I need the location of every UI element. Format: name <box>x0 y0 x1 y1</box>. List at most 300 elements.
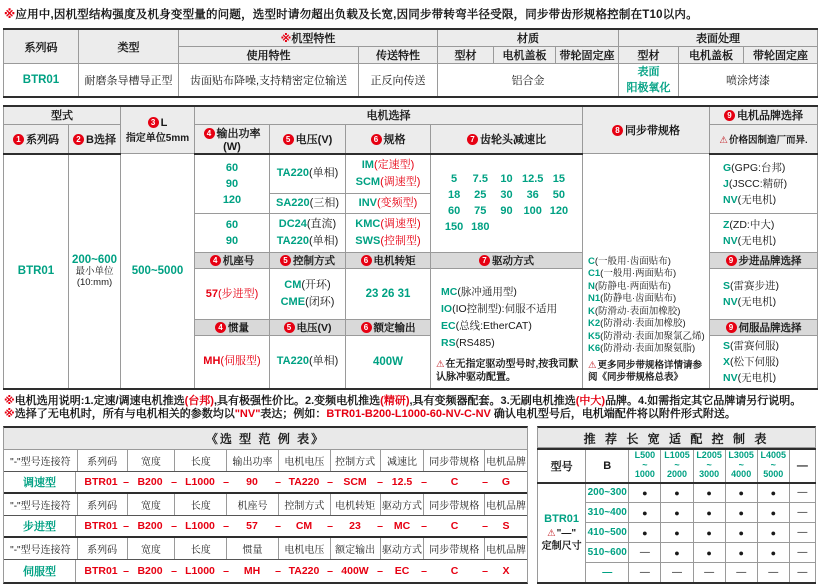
option-desc: (无电机) <box>737 193 777 206</box>
option-code: TA220 <box>276 355 309 368</box>
example-header-cell: "-"型号连接符 <box>4 450 78 471</box>
option-code: CM <box>284 279 302 291</box>
use-feature-value: 齿面贴布降噪,支持精密定位输送 <box>179 64 359 98</box>
material-group-header: 材质 <box>438 29 619 47</box>
pulley-seat-header: 带轮固定座 <box>556 47 619 64</box>
ratio-value: 90 <box>500 205 513 218</box>
option-desc: (防静电·齿面贴布) <box>600 293 677 304</box>
option-code: DC24 <box>278 218 307 230</box>
fit-row <box>538 483 816 503</box>
option-desc: (雷赛步进) <box>730 280 780 292</box>
example-type-label: 调速型 <box>4 472 76 492</box>
example-value: G <box>501 475 511 488</box>
fit-length-header <box>725 449 757 483</box>
option-code: IO <box>441 302 453 315</box>
fit-availability-cell: ● <box>661 543 693 563</box>
series-code-value: BTR01 <box>4 64 79 98</box>
belt-item <box>588 331 709 344</box>
fit-availability-cell: — <box>789 563 815 583</box>
fit-availability-cell: — <box>757 563 789 583</box>
type-value: 耐磨条导槽导正型 <box>79 64 179 98</box>
fit-availability-cell: — <box>629 563 661 583</box>
example-header-cell: 驱动方式 <box>381 538 425 559</box>
example-table-body <box>4 450 527 582</box>
ratio-value: 150 <box>444 221 464 234</box>
text-segment: ※ <box>4 9 16 21</box>
use-feature-header: 使用特性 <box>179 47 359 64</box>
fit-availability-cell: ● <box>757 543 789 563</box>
belt-spec-header: 8 同步带规格 <box>583 106 710 154</box>
warning-icon: ⚠ <box>588 359 597 371</box>
motor-group-header: 电机选择 <box>195 106 583 124</box>
length-range-part: 3000 <box>699 469 720 480</box>
option-desc: (GPG:台邦) <box>731 161 786 174</box>
option-desc: (防滑动·表面加聚氯乙烯) <box>600 330 705 342</box>
option-code: C1 <box>588 268 601 279</box>
fit-availability-cell: ● <box>661 503 693 523</box>
belt-note: ⚠更多同步带规格详情请参阅《同步带规格总表》 <box>588 359 703 383</box>
fit-length-header <box>757 449 789 483</box>
num-3-icon: 3 <box>148 117 159 128</box>
feature-group-header <box>179 29 438 47</box>
text-segment: BTR01-B200-L1000-60-NV-C-NV <box>326 408 491 420</box>
example-model-string: BTR01 – B200 – L1000 – 57 – CM – 23 – MC – C – S <box>76 516 527 536</box>
fit-model-header: 型号 <box>538 449 586 483</box>
rated-output-header: 6 额定输出 <box>346 320 431 336</box>
example-value: EC <box>394 564 410 577</box>
catalog-page <box>3 0 817 586</box>
option-code: IM <box>361 158 374 171</box>
belt-item <box>588 318 709 331</box>
fit-availability-cell: — <box>789 523 815 543</box>
example-header-cell: 同步带规格 <box>424 538 485 559</box>
fit-b-range: 310~400 <box>586 503 629 523</box>
option-item <box>195 353 269 370</box>
example-header-cell: 宽度 <box>128 538 176 559</box>
example-value: CM <box>295 519 313 532</box>
ratio-row <box>441 187 572 203</box>
option-code: K <box>588 305 595 317</box>
surface-paint-value: 喷涂烤漆 <box>679 64 818 98</box>
belt-item-list <box>583 256 709 358</box>
option-code: K2 <box>588 318 601 329</box>
profile-header: 型材 <box>438 47 494 64</box>
brand-option <box>723 217 817 233</box>
option-code: MH <box>203 355 221 368</box>
num-4-icon: 4 <box>210 255 221 266</box>
example-header-cell: 长度 <box>175 450 227 471</box>
control-mode-header: 5 控制方式 <box>270 253 346 269</box>
example-header-cell: 机座号 <box>227 494 279 515</box>
line-value: 60 <box>225 161 239 174</box>
length-range-part: L2005 <box>696 450 722 461</box>
example-value: SCM <box>343 475 367 488</box>
servo-inertia-value <box>195 336 270 389</box>
text-segment: 机型特性 <box>291 33 336 45</box>
ratio-value: 5 <box>451 173 458 186</box>
option-desc: (无电机) <box>737 371 777 384</box>
fit-availability-cell: ● <box>661 523 693 543</box>
length-range-part: L1005 <box>664 450 690 461</box>
fit-availability-cell: — <box>693 563 725 583</box>
servo-volt-header: 5 电压(V) <box>270 320 346 336</box>
option-code: N1 <box>588 293 601 304</box>
num-8-icon: 8 <box>612 125 623 136</box>
length-range-part: 2000 <box>666 469 687 480</box>
ratio-col-header: 7 齿轮头减速比 <box>431 124 583 154</box>
ratio-value: 30 <box>500 189 513 202</box>
option-code: N <box>588 280 595 292</box>
fit-availability-cell: ● <box>725 503 757 523</box>
fit-table-title: 推 荐 长 宽 适 配 控 制 表 <box>537 426 816 448</box>
option-desc: (防滑动·表面加橡胶) <box>600 318 686 329</box>
length-range-part: L500 <box>634 450 656 461</box>
type-header: 类型 <box>79 29 179 64</box>
option-desc: (ZD:中大) <box>729 219 775 231</box>
option-code: EC <box>441 319 456 332</box>
fit-availability-cell: ● <box>629 523 661 543</box>
spec-summary-table <box>3 28 818 98</box>
option-desc: (无电机) <box>737 235 777 247</box>
fit-availability-cell: ● <box>693 503 725 523</box>
option-item <box>270 195 345 212</box>
ac-spec-2 <box>346 194 431 214</box>
option-desc: (变频型) <box>377 197 418 209</box>
text-segment: ,具有极强性价比。2.变频电机推选 <box>213 394 381 407</box>
option-code: SA220 <box>276 197 310 209</box>
option-desc: (防滑动·表面加橡胶) <box>594 305 681 317</box>
belt-item <box>588 256 709 269</box>
ratio-value: 12.5 <box>521 173 544 186</box>
option-item <box>270 353 345 370</box>
option-code: TA220 <box>276 167 309 180</box>
power-col-header: 4 输出功率(W) <box>195 124 270 154</box>
num-6-icon: 6 <box>361 255 372 266</box>
option-desc: (单相) <box>308 235 339 247</box>
example-value: C <box>450 519 459 532</box>
drive-item-list <box>431 284 582 356</box>
option-item <box>270 294 345 311</box>
drive-option <box>441 284 582 301</box>
material-value: 铝合金 <box>438 64 619 98</box>
ac-spec-1 <box>346 154 431 194</box>
option-code: MC <box>441 285 458 298</box>
text-segment: 表达；例如： <box>260 408 327 420</box>
ratio-row <box>441 203 572 219</box>
drive-mode-cell <box>431 269 583 389</box>
text-segment: ※ <box>4 408 15 420</box>
num-4-icon: 4 <box>204 128 215 139</box>
text-segment: 品牌。4.如需指定其它品牌请另行说明。 <box>605 394 802 407</box>
option-item <box>346 195 430 212</box>
ratio-value: 100 <box>523 205 542 218</box>
example-value: 400W <box>341 564 369 577</box>
option-desc: (调速型) <box>380 175 421 188</box>
line-value: 90 <box>225 235 239 247</box>
belt-item <box>588 281 709 294</box>
example-header-cell: 宽度 <box>128 494 176 515</box>
example-value: L1000 <box>185 475 215 488</box>
fit-b-range: 200~300 <box>586 483 629 503</box>
fit-custom-label: 定制尺寸 <box>541 541 582 552</box>
brand-option <box>723 160 817 176</box>
fit-model-cell <box>538 483 586 583</box>
ratio-value: 7.5 <box>472 173 488 186</box>
b-range-value: 200~600 最小单位 (10:mm) <box>69 154 121 389</box>
option-desc: (RS485) <box>455 336 495 349</box>
example-header-cell: 控制方式 <box>279 494 331 515</box>
option-desc: (防滑动·表面加聚氨脂) <box>600 343 696 354</box>
fit-availability-cell: ● <box>693 483 725 503</box>
transfer-feature-value: 正反向传送 <box>359 64 438 98</box>
option-code: S <box>723 280 731 292</box>
series-code-header: 系列码 <box>4 29 79 64</box>
fit-availability-cell: ● <box>693 523 725 543</box>
option-code: NV <box>723 371 738 384</box>
fit-availability-cell: ● <box>757 523 789 543</box>
ratio-value: 75 <box>474 205 487 218</box>
belt-item <box>588 343 709 356</box>
motor-note-1 <box>4 395 816 409</box>
top-usage-note <box>3 0 817 26</box>
option-desc: (定速型) <box>373 158 415 171</box>
dc-power-values <box>195 214 270 253</box>
text-segment: (台邦) <box>184 394 214 407</box>
fit-availability-cell: ● <box>757 503 789 523</box>
example-header-cell: 电机电压 <box>279 450 331 471</box>
servo-rated-value: 400W <box>346 336 431 389</box>
ratio-value: 15 <box>552 173 566 186</box>
warning-icon: ⚠ <box>719 134 728 146</box>
warning-icon: ⚠ <box>547 528 556 539</box>
example-value: L1000 <box>185 519 215 532</box>
fit-b-range: 410~500 <box>586 523 629 543</box>
example-value: BTR01 <box>84 475 118 488</box>
transfer-feature-header: 传送特性 <box>359 47 438 64</box>
example-value: TA220 <box>288 564 320 577</box>
l-length-header: 3 L 指定单位5mm <box>121 106 195 154</box>
option-desc: (步进型) <box>217 287 259 300</box>
ratio-value: 18 <box>447 189 461 202</box>
option-desc: (JSCC:精研) <box>728 177 788 190</box>
fit-custom-note <box>538 527 585 540</box>
text-segment: (中大) <box>575 394 606 407</box>
option-desc: (无电机) <box>737 296 777 308</box>
example-value: B200 <box>137 564 163 577</box>
brand-option <box>723 176 817 192</box>
drive-note: ⚠在无指定驱动型号时,按我司默认脉冲驱动配置。 <box>436 358 579 383</box>
example-header-row <box>4 494 527 516</box>
option-desc: (总线:EtherCAT) <box>455 319 532 332</box>
fit-length-header <box>629 449 661 483</box>
option-desc: (松下伺服) <box>730 355 780 368</box>
fit-availability-cell: — <box>725 563 757 583</box>
dc-spec-values <box>346 214 431 253</box>
option-code: J <box>723 177 729 190</box>
text-segment: 电机选用说明:1.定速/调速电机推选 <box>14 394 185 407</box>
drive-mode-header: 7 驱动方式 <box>431 253 583 269</box>
drive-option <box>441 318 582 335</box>
fit-availability-cell: ● <box>725 523 757 543</box>
frame-size-header: 4 机座号 <box>195 253 270 269</box>
option-item <box>270 216 345 233</box>
example-header-cell: 电机品牌 <box>486 456 527 468</box>
num-1-icon: 1 <box>13 134 24 145</box>
ratio-value: 60 <box>447 205 461 218</box>
length-range-part: ~ <box>674 459 680 470</box>
drive-option <box>441 301 582 318</box>
option-code: NV <box>723 193 738 206</box>
example-header-cell: 同步带规格 <box>424 494 485 515</box>
servo-volt-value <box>270 336 346 389</box>
example-value: TA220 <box>288 475 320 488</box>
option-code: CME <box>280 296 306 308</box>
example-value: C <box>450 564 459 577</box>
text-segment: (精研) <box>380 394 410 407</box>
example-header-cell: 系列码 <box>78 450 128 471</box>
length-range-part: L3005 <box>728 450 754 461</box>
fit-b-range: — <box>586 563 629 583</box>
brand-option <box>723 278 817 294</box>
option-desc: (闭环) <box>305 296 335 308</box>
option-code: TA220 <box>276 235 309 247</box>
option-desc: (雷赛伺服) <box>730 339 780 352</box>
example-header-row <box>4 538 527 560</box>
pulley-seat-header-2: 带轮固定座 <box>744 47 818 64</box>
option-desc: (控制型) <box>380 235 421 247</box>
num-6-icon: 6 <box>361 322 372 333</box>
step-torque-values: 23 26 31 <box>346 269 431 320</box>
fit-length-header <box>693 449 725 483</box>
num-9-icon: 9 <box>724 110 735 121</box>
example-table <box>3 426 528 584</box>
option-desc: (一般用·齿面贴布) <box>594 255 671 267</box>
option-desc: (脉冲通用型) <box>457 285 517 298</box>
option-item <box>270 233 345 250</box>
example-header-cell: 同步带规格 <box>424 450 485 471</box>
text-segment: ※ <box>280 33 292 45</box>
brand-option <box>723 354 817 370</box>
option-desc: (防静电·两面贴布) <box>594 280 671 292</box>
length-range-part: ~ <box>706 459 712 470</box>
example-header-cell: 输出功率 <box>227 450 279 471</box>
line-value: 表面 <box>637 66 660 78</box>
motor-brand-header: 9 电机品牌选择 <box>710 106 818 124</box>
num-7-icon: 7 <box>479 255 490 266</box>
drive-option <box>441 335 582 352</box>
fit-availability-cell: ● <box>693 543 725 563</box>
example-header-cell: 惯量 <box>227 538 279 559</box>
warning-icon: ⚠ <box>436 358 445 370</box>
example-type-label: 伺服型 <box>4 560 76 582</box>
num-9-icon: 9 <box>726 322 737 333</box>
surface-group-header: 表面处理 <box>619 29 818 47</box>
fit-availability-cell: ● <box>757 483 789 503</box>
text-segment: ,具有变频器配套。3.无刷电机推选 <box>409 394 576 407</box>
motor-brand-options <box>710 154 818 214</box>
example-value: C <box>450 475 459 488</box>
example-header-cell: 电机品牌 <box>486 500 527 512</box>
example-header-cell: 长度 <box>175 494 227 515</box>
gear-ratio-values <box>431 154 583 253</box>
dc-brand-options <box>710 214 818 253</box>
brand-option <box>723 338 817 354</box>
step-brand-header: 9 步进品牌选择 <box>710 253 818 269</box>
option-code: 57 <box>205 287 218 300</box>
option-item <box>270 277 345 294</box>
ac-volt-1 <box>270 154 346 194</box>
example-value-row <box>4 472 527 494</box>
line-value: 120 <box>222 193 242 206</box>
fit-availability-cell: ● <box>661 483 693 503</box>
example-model-string: BTR01 – B200 – L1000 – 90 – TA220 – SCM – 12.5 – C – G <box>76 472 527 492</box>
ratio-value: 36 <box>526 189 539 202</box>
example-header-cell: 宽度 <box>128 450 176 471</box>
fit-availability-cell: — <box>789 543 815 563</box>
length-range-part: ~ <box>738 459 744 470</box>
option-item <box>270 165 345 182</box>
belt-item <box>588 306 709 319</box>
text-segment: "NV" <box>234 408 261 420</box>
text-segment: ※ <box>4 394 15 407</box>
option-desc: (开环) <box>301 279 331 291</box>
ratio-value: 120 <box>549 205 569 218</box>
option-item <box>346 157 430 174</box>
motor-selection-table <box>3 105 818 390</box>
bottom-tables <box>3 426 817 586</box>
example-value: 12.5 <box>391 475 413 488</box>
num-5-icon: 5 <box>283 134 294 145</box>
example-value: BTR01 <box>84 564 118 577</box>
option-code: SCM <box>355 175 381 188</box>
brand-price-note: ⚠价格因制造厂而异. <box>710 124 818 154</box>
example-header-cell: 控制方式 <box>331 450 381 471</box>
ratio-value: 25 <box>474 189 487 202</box>
fit-grid <box>537 448 816 584</box>
model-group-header: 型式 <box>4 106 121 124</box>
option-desc: (IO控制型):伺服不适用 <box>452 302 558 315</box>
fit-length-header <box>661 449 693 483</box>
option-code: C <box>588 255 595 267</box>
option-code: G <box>723 161 732 174</box>
length-range-part: ~ <box>642 459 648 470</box>
example-table-title: 《选 型 范 例 表》 <box>4 428 527 450</box>
example-type-label: 步进型 <box>4 516 76 536</box>
example-value: B200 <box>137 475 163 488</box>
num-7-icon: 7 <box>467 134 478 145</box>
option-item <box>195 286 269 303</box>
l-range-value: 500~5000 <box>121 154 195 389</box>
fit-table-body <box>537 448 816 584</box>
option-code: NV <box>723 296 738 308</box>
example-model-string: BTR01 – B200 – L1000 – MH – TA220 – 400W – EC – C – X <box>76 560 527 582</box>
option-code: NV <box>723 235 738 247</box>
volt-col-header: 5 电压(V) <box>270 124 346 154</box>
option-item <box>346 216 430 233</box>
option-item <box>346 233 430 250</box>
example-header-cell: 驱动方式 <box>381 494 425 515</box>
example-header-cell: 长度 <box>175 538 227 559</box>
example-header-cell: "-"型号连接符 <box>4 494 78 515</box>
option-code: K6 <box>588 343 601 354</box>
option-code: K5 <box>588 330 601 342</box>
text-segment: 应用中,因机型结构强度及机身变型量的问题，选型时请勿超出负载及长宽,因同步带转弯半径受限，同步带齿形规格控制在T10以内。 <box>15 9 698 21</box>
length-range-part: 1000 <box>634 469 655 480</box>
example-value: 57 <box>246 519 258 532</box>
example-value: 90 <box>246 475 258 488</box>
example-value-row <box>4 516 527 538</box>
option-desc: (伺服型) <box>220 355 261 368</box>
